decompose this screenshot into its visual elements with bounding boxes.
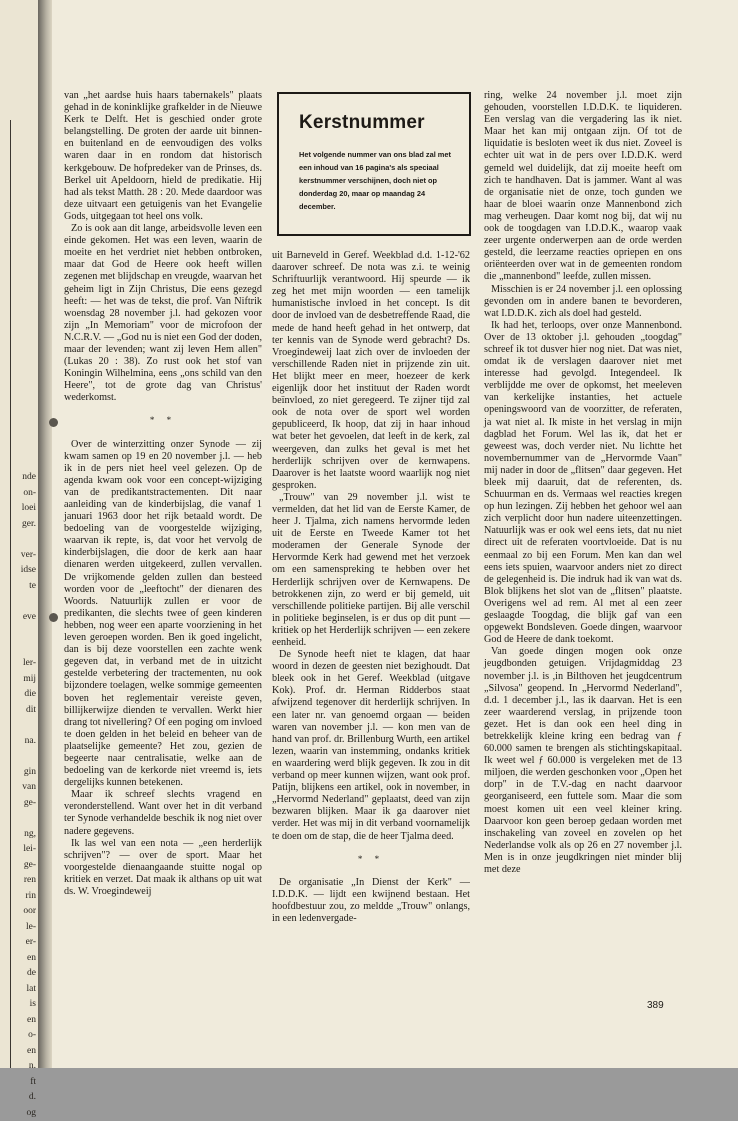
- spine-fragment: [2, 532, 36, 548]
- article-paragraph: Van goede dingen mogen ook onze jeugdbonden getuigen. Vrijdagmiddag 23 november j.l. is ,in Bilthoven het jeugdcentrum „Silvosa" geopend. In „Hervormd Nederland", d.d. 1 december j.l., las ik daarvan. Het is een zeer waarderend verslag, in prijzende toon gezet. Het is dan ook een heel ding in betrekkelijk kleine kring een bedrag van ƒ 60.000 samen te brengen als stichtingskapitaal. Ik weet wel ƒ 60.000 is vergeleken met de 13 miljoen, die werden geschonken voor „Open het dorp" in de T.V.-dag en nacht daarvoor georganiseerd, een futtele som. Maar die som moest komen uit een veel kleiner kring. Daarvoor kon geen beroep gedaan worden met inschakeling van zoveel en zovelen op het Nederlandse volk als op 26 en 27 november j.l. Men is in onze jeugdkringen niet minder blij met deze: [484, 646, 682, 876]
- column-left: [64, 90, 262, 995]
- spine-fragment: lei-: [2, 842, 36, 858]
- column-right: [484, 90, 682, 995]
- spine-fragment: idse: [2, 563, 36, 579]
- spine-fragment: van: [2, 780, 36, 796]
- spine-fragment: rin: [2, 889, 36, 905]
- spine-fragment: og: [2, 1106, 36, 1121]
- spine-fragment: eve: [2, 610, 36, 626]
- article-paragraph: Over de winterzitting onzer Synode — zij kwam samen op 19 en 20 november j.l. — heb ik in de pers niet heel veel gelezen. Op de agenda kwam ook voor een concept-wijziging van de predikantstractementen. Dit naar aanleiding van de kinderbijslag, die vanaf 1 januari 1963 door het rijk betaald wordt. De bedoeling van de voorgestelde wijziging, waarvan ik repte, is, dat voor het vervolg de kinderbijslagen, die door de kerk aan haar dienaren werden uitgekeerd, zullen vervallen. De vrijkomende gelden zullen dan besteed worden voor de „leeftocht" der dienaren des Woords. Natuurlijk zullen er voor de predikanten, die slechts twee of geen kinderen hebben, nog weer een aparte voorziening in het leven geroepen worden. Ben ik goed ingelicht, dan is bij deze voorstellen een zachte wenk gegeven dat, in verband met de in uitzicht gestelde verbetering der tractementen, nu ook bijzondere toelagen, welke sommige gemeenten boven het reglementair vereiste geven, billijkerwijze dienden te vervallen. Werkt hier drang tot nivellering? Of een poging om invloed te doen gelden in het beleid en beheer van de plaatselijke gemeente? Het zou, gezien de begeerte naar centralisatie, welke aan de bedoeling van de kerkorde niet vreemd is, iets dergelijks kunnen betekenen.: [64, 439, 262, 790]
- book-gutter: [38, 0, 52, 1068]
- article-paragraph: ring, welke 24 november j.l. moet zijn gehouden, voorstellen I.D.D.K. te liquideren. Een verslag van die vergadering las ik niet. Maar het kan mij ontgaan zijn. Of tot de liquidatie is besloten weet ik dus niet. Zoveel is echter uit wat in de pers over I.D.D.K. werd gemeld wel duidelijk, dat zij moeite heeft om zich te handhaven. Dat is jammer. Want al was de organisatie niet de onze, toch gunden we haar de bloei waarin onze Mannenbond zich mag verheugen. Daar komt nog bij, dat wij nu ook de toogdagen van I.D.D.K., waarop vaak zeer urgente onderwerpen aan de orde werden gesteld, die leerzame reacties opriepen en ons oriënteerden over wat in de gemeenten rondom die „mannenbond" leefde, zullen missen.: [484, 90, 682, 284]
- article-paragraph: Ik had het, terloops, over onze Mannenbond. Over de 13 oktober j.l. gehouden „toogdag" schreef ik tot dusver hier nog niet. Dat was niet, omdat ik de verslagen daarover niet met interesse had gevolgd. Integendeel. Ik verblijdde me over de opkomst, het meeleven van kerkelijke instanties, het actuele openingswoord van de voorzitter, de referaten, ja wat niet al. Ik miste in het verslag in mijn dagblad het Forum. Wel las ik, dat het er geweest was, doch verder niet. Nu lichtte het novembernummer van de „Hervormde Vaan" mij nader in door de „flitsen" daar gegeven. Het bleek mij daaruit, dat de referenten, ds. Schuurman en ds. Vermaas wel reacties kregen op hun lezingen. Zij hebben het gehoor wel aan zich verplicht door hun nadere uiteenzettingen. Natuurlijk was er ook wel eens iets, dat nu niet direct uit de referaten voortvloeide. Dat is nu eenmaal zo bij een Forum. Men kan dan wel eens iets spuien, waarvoor anders niet zo direct de gelegenheid is. Die indruk had ik van wat ds. Blok blijkens het slot van de „flitsen" plaatste. Overigens wel ad rem. Al met al een zeer geslaagde Toogdag, die blijk gaf van een opgewekt Bondsleven. Goede dingen, waarvoor God de Heere de dank toekomt.: [484, 320, 682, 647]
- spine-fragment: ft: [2, 1075, 36, 1091]
- article-paragraph: De organisatie „In Dienst der Kerk" — I.D.D.K. — lijdt een kwijnend bestaan. Het hoofdbestuur zou, zo meldde „Trouw" onlangs, in een ledenvergade-: [272, 877, 470, 925]
- spine-fragment: is: [2, 997, 36, 1013]
- spine-fragment: [2, 641, 36, 657]
- spine-fragment: nde: [2, 470, 36, 486]
- announcement-text: Het volgende nummer van ons blad zal met een inhoud van 16 pagina's als speciaal kerstnummer verschijnen, doch niet op donderdag 20, maar op maandag 24 december.: [299, 148, 453, 213]
- spine-fragment: [2, 811, 36, 827]
- spine-fragment: lat: [2, 982, 36, 998]
- spine-fragment: n.: [2, 1059, 36, 1075]
- spine-fragment: ren: [2, 873, 36, 889]
- article-paragraph: van „het aardse huis haars tabernakels" plaats gehad in de koninklijke grafkelder in de Nieuwe Kerk te Delft. Het is geschied onder grote belangstelling. De groten der aarde uit binnen- en buitenland en de eenvoudigen des volks waren daar in en rondom dat historisch kerkgebouw. De hofpredeker van de Prinses, ds. Berkel uit Apeldoorn, hield de predikatie. Hij had als tekst Matth. 28 : 20. Mede daardoor was deze uitvaart een getuigenis van het Evangelie Gods, uitgegaan tot heel ons volk.: [64, 90, 262, 223]
- column-middle: [272, 250, 470, 945]
- spine-fragment: ler-: [2, 656, 36, 672]
- spine-fragment: te: [2, 579, 36, 595]
- article-paragraph: „Trouw" van 29 november j.l. wist te vermelden, dat het lid van de Eerste Kamer, de heer J. Tjalma, zich namens hervormde leden uit de Eerste en Tweede Kamer tot het moderamen der Generale Synode der Hervormde Kerk had gewend met het verzoek om een samenspreking te hebben over het Herderlijk schrijven over de Kernwapens. De betrokkenen zijn, zo werd er bij gemeld, uit verschillende politieke partijen. Bij alle verschil in politieke beginselen, is er dus op dit punt — kritiek op het Herderlijk schrijven — een zekere eenheid.: [272, 492, 470, 649]
- spine-fragment: oor: [2, 904, 36, 920]
- spine-fragment: le-: [2, 920, 36, 936]
- spine-fragment: na.: [2, 734, 36, 750]
- section-separator: * *: [64, 414, 262, 426]
- article-paragraph: Zo is ook aan dit lange, arbeidsvolle leven een einde gekomen. Het was een leven, waarin de moeite en het verdriet niet hebben ontbroken, maar dat God de Heere ook heeft willen zegenen met blijdschap en vreugde, waarvan het geheim ligt in Zijn Christus, Die eens gezegd heeft: — het was de tekst, die prof. Van Niftrik woensdag 28 november j.l. had gekozen voor zijn „In Memoriam" voor de microfoon der N.C.R.V. — „God nu is niet een God der doden, maar der levenden; want zij leven Hem allen" (Lukas 20 : 38). Zo rust ook het stof van Koningin Wilhelmina, eens „ons schild van den Heere", tot de grote dag van Christus' wederkomst.: [64, 223, 262, 404]
- spine-fragment: [2, 749, 36, 765]
- spine-fragment: dit: [2, 703, 36, 719]
- spine-fragment: gin: [2, 765, 36, 781]
- announcement-title: Kerstnummer: [299, 112, 469, 134]
- article-paragraph: Maar ik schreef slechts vragend en veronderstellend. Want over het in dit verband ter Synode verhandelde beschik ik nog niet over nadere gegevens.: [64, 789, 262, 837]
- article-paragraph: Ik las wel van een nota — „een herderlijk schrijven"? — over de sport. Maar het voorgestelde dienaangaande stuitte nogal op kritiek en verzet. Dat maak ik althans op uit wat ds. W. Vroegindeweij: [64, 838, 262, 898]
- spine-fragment: en: [2, 1044, 36, 1060]
- binding-hole: [49, 418, 58, 427]
- page-number: 389: [647, 1000, 664, 1011]
- spine-fragment: o-: [2, 1028, 36, 1044]
- page: [52, 0, 738, 1068]
- spine-fragment: ge-: [2, 858, 36, 874]
- spine-fragment: [2, 718, 36, 734]
- spine-fragment: en: [2, 951, 36, 967]
- article-paragraph: De Synode heeft niet te klagen, dat haar woord in dezen de geesten niet bezighoudt. Dat bleek ook in het Geref. Weekblad (uitgave Kok). Prof. dr. Herman Ridderbos staat afwijzend tegenover dit herderlijk schrijven. In een later nr. van genoemd orgaan — beiden waren van november j.l. — kon men van de hand van prof. dr. Brillenburg Wurth, een artikel lezen, waarin van instemming, ondanks kritiek en waardering werd blijk gegeven. Ik zou in dit verband op meer kunnen wijzen, want ook prof. Patijn, blijkens een artikel, ook in november, in „Hervormd Nederland" geplaatst, deed van zijn bezwaren blijken. Maar ik ga daarover niet verder. Het was mij in dit verband voornamelijk te doen om de stap, die de heer Tjalma deed.: [272, 649, 470, 843]
- article-paragraph: Misschien is er 24 november j.l. een oplossing gevonden om in andere banen te bevorderen, wat I.D.D.K. zich als doel had gesteld.: [484, 284, 682, 320]
- spine-fragment: ger.: [2, 517, 36, 533]
- spine-fragment: ver-: [2, 548, 36, 564]
- spine-fragment: en: [2, 1013, 36, 1029]
- spine-fragment: er-: [2, 935, 36, 951]
- previous-page-edge: [0, 0, 39, 1068]
- announcement-box: [277, 92, 471, 236]
- cut-off-text-fragments: [2, 470, 36, 1121]
- spine-fragment: ge-: [2, 796, 36, 812]
- binding-hole: [49, 613, 58, 622]
- spine-fragment: [2, 625, 36, 641]
- spine-fragment: loei: [2, 501, 36, 517]
- spine-fragment: d.: [2, 1090, 36, 1106]
- spine-fragment: de: [2, 966, 36, 982]
- spine-fragment: die: [2, 687, 36, 703]
- section-separator: * *: [272, 853, 470, 865]
- spine-fragment: mij: [2, 672, 36, 688]
- article-paragraph: uit Barneveld in Geref. Weekblad d.d. 1-12-'62 daarover schreef. De nota was z.i. te weinig Schriftuurlijk verantwoord. Hij speurde — ik zeg het met mijn woorden — een tamelijk humanistische invloed in het concept. Is dit door de invloed van de desbetreffende Raad, die mede de hand heeft gehad in het ontwerp, dat ter kennis van de Synode werd gebracht? Ds. Vroegindeweij laat zich over de invloeden der verschillende Raden niet in prijzende zin uit. Het blijkt meer en meer, hoezeer de kerk eigenlijk door het instituut der Raden wordt beïnvloed, zo niet geregeerd. Te zijner tijd zal ook de nota over de sport wel worden gepubliceerd, Ik hoop, dat zij in haar inhoud wat beter het gevoelen, dat leeft in de kerk, zal weergeven, dan zulks het geval is met het herderlijk schrijven over de kernwapens. Daarover is het laatste woord waarlijk nog niet gesproken.: [272, 250, 470, 492]
- spine-fragment: [2, 594, 36, 610]
- spine-fragment: on-: [2, 486, 36, 502]
- spine-fragment: ng,: [2, 827, 36, 843]
